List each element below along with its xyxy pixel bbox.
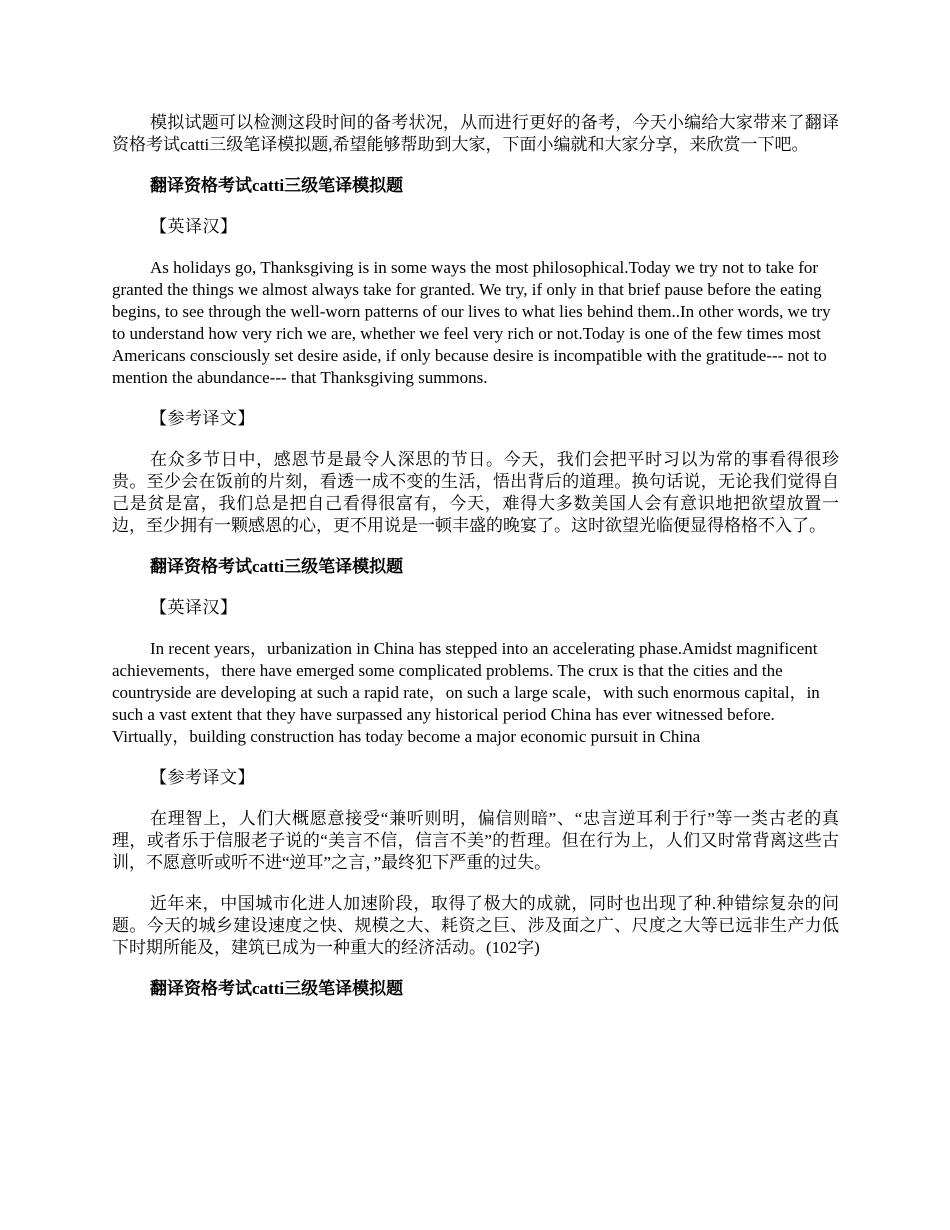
section-1-reference-label: 【参考译文】 [150,409,255,428]
section-1-heading: 翻译资格考试catti三级笔译模拟题 [150,176,404,195]
section-2-reference-text-2: 近年来，中国城市化进人加速阶段，取得了极大的成就，同时也出现了种.种错综复杂的问题。今天的城乡建设速度之快、规模之大、耗资之巨、涉及面之广、尺度之大等已远非生产力低下时期所能及，建筑已成为一种重大的经济活动。(102字) [112,894,839,957]
section-2-source-label: 【英译汉】 [150,598,238,617]
section-2-reference-label: 【参考译文】 [150,768,255,787]
section-2-heading: 翻译资格考试catti三级笔译模拟题 [150,557,404,576]
section-1-source-text: As holidays go, Thanksgiving is in some ways the most philosophical.Today we try not to take for granted the things we almost always take for granted. We try, if only in that brief pause before the eating begins, to see through the well-worn patterns of our lives to what lies behind them..In other words, we try to understand how very rich we are, whether we feel very rich or not.Today is one of the few times most Americans consciously set desire aside, if only because desire is incompatible with the gratitude--- not to mention the abundance--- that Thanksgiving summons. [112,258,831,387]
section-2-source-text: In recent years，urbanization in China has stepped into an accelerating phase.Amidst magnificent achievements，there have emerged some complicated problems. The crux is that the cities and the countryside are developing at such a rapid rate，on such a large scale，with such enormous capital，in such a vast extent that they have surpassed any historical period China has ever witnessed before. Virtually，building construction has today become a major economic pursuit in China [112,639,820,746]
trailing-heading: 翻译资格考试catti三级笔译模拟题 [150,979,404,998]
section-2-reference-text: 在理智上，人们大概愿意接受“兼听则明，偏信则暗”、“忠言逆耳利于行”等一类古老的真理，或者乐于信服老子说的“美言不信，信言不美”的哲理。但在行为上，人们又时常背离这些古训，不愿意听或听不进“逆耳”之言，”最终犯下严重的过失。 [112,809,839,872]
intro-paragraph: 模拟试题可以检测这段时间的备考状况，从而进行更好的备考，今天小编给大家带来了翻译资格考试catti三级笔译模拟题,希望能够帮助到大家，下面小编就和大家分享，来欣赏一下吧。 [112,113,839,154]
section-1-reference-text: 在众多节日中，感恩节是最令人深思的节日。今天，我们会把平时习以为常的事看得很珍贵。至少会在饭前的片刻，看透一成不变的生活，悟出背后的道理。换句话说，无论我们觉得自己是贫是富，我们总是把自己看得很富有，今天，难得大多数美国人会有意识地把欲望放置一边，至少拥有一颗感恩的心，更不用说是一顿丰盛的晚宴了。这时欲望光临便显得格格不入了。 [112,450,839,535]
section-1-source-label: 【英译汉】 [150,217,238,236]
document-body [112,112,839,1019]
